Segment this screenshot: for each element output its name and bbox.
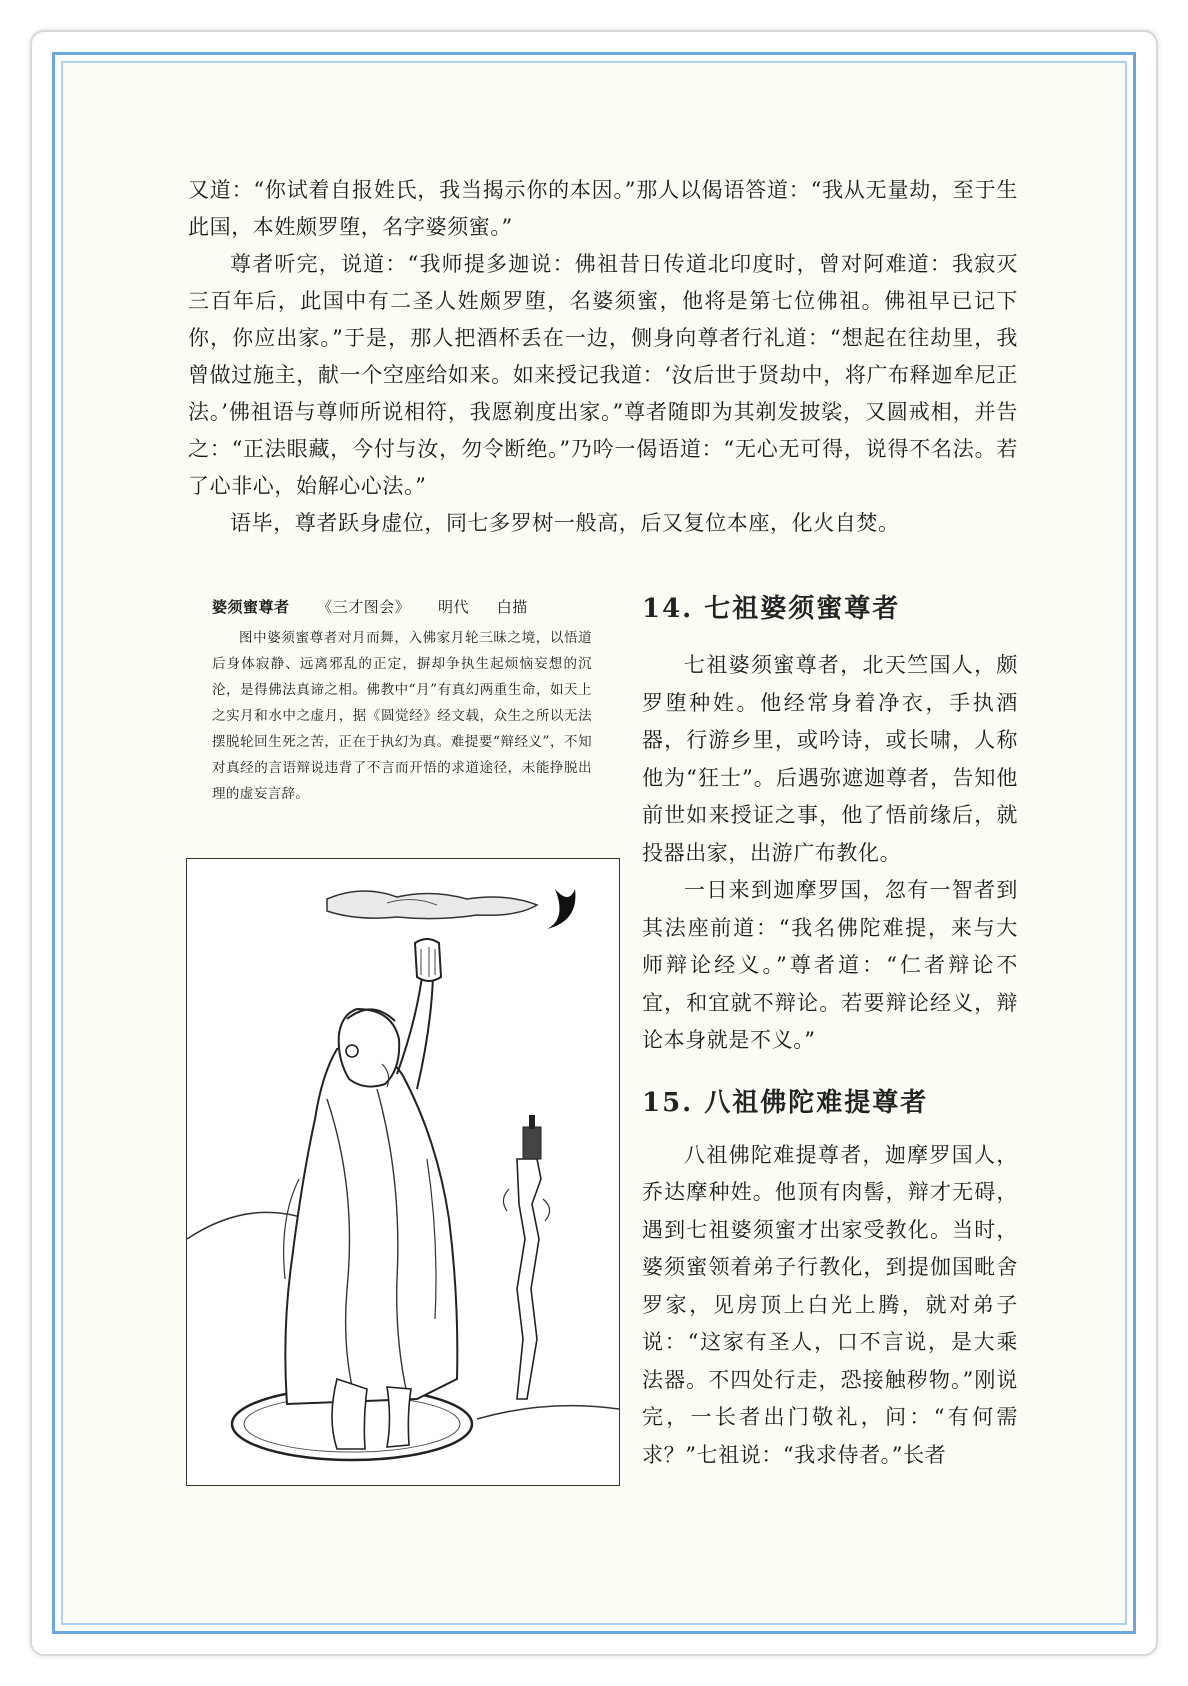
paragraph: 语毕，尊者跃身虚位，同七多罗树一般高，后又复位本座，化火自焚。: [230, 511, 900, 535]
crescent-moon-icon: [547, 889, 575, 929]
caption-dynasty: 明代: [438, 598, 470, 616]
section-15-heading: 15. 八祖佛陀难提尊者: [642, 1087, 929, 1118]
caption-technique: 白描: [496, 598, 528, 616]
paragraph: 八祖佛陀难提尊者，迦摩罗国人，乔达摩种姓。他顶有肉髻，辩才无碍，遇到七祖婆须蜜才出家受教化。当时，婆须蜜领着弟子行教化，到提伽国毗舍罗家，见房顶上白光上腾，就对弟子说：“这家有圣人，口不言说，是大乘法器。不四处行走，恐接触秽物。”刚说完，一长者出门敬礼，问：“有何需求？”七祖说：“我求侍者。”长者: [642, 1142, 1018, 1467]
paragraph: 七祖婆须蜜尊者，北天竺国人，颇罗堕种姓。他经常身着净衣，手执酒器，行游乡里，或吟诗，或长啸，人称他为“狂士”。后遇弥遮迦尊者，告知他前世如来授证之事，他了悟前缘后，就投器出家，出游广布教化。: [642, 653, 1018, 865]
top-text-block: [188, 172, 1018, 542]
caption-text: 图中婆须蜜尊者对月而舞，入佛家月轮三昧之境，以悟道后身体寂静、远离邪乱的正定，摒却争执生起烦恼妄想的沉沦，是得佛法真谛之相。佛教中“月”有真幻两重生命，如天上之实月和水中之虚月，据《圆觉经》经文载，众生之所以无法摆脱轮回生死之苦，正在于执幻为真。难提要“辩经义”，不知对真经的言语辩说违背了不言而开悟的求道途径，未能挣脱出理的虚妄言辞。: [212, 630, 592, 802]
caption-title-line: [212, 596, 592, 617]
caption-source: 《三才图会》: [317, 598, 411, 616]
paragraph: 尊者听完，说道：“我师提多迦说：佛祖昔日传道北印度时，曾对阿难道：我寂灭三百年后，此国中有二圣人姓颇罗堕，名婆须蜜，他将是第七位佛祖。佛祖早已记下你，你应出家。”于是，那人把酒杯丢在一边，侧身向尊者行礼道：“想起在往劫里，我曾做过施主，献一个空座给如来。如来授记我道：‘汝后世于贤劫中，将广布释迦牟尼正法。’佛祖语与尊师所说相符，我愿剃度出家。”尊者随即为其剃发披裟，又圆戒相，并告之：“正法眼藏，今付与汝，勿令断绝。”乃吟一偈语道：“无心无可得，说得不名法。若了心非心，始解心心法。”: [188, 252, 1018, 498]
section-14-heading: 14. 七祖婆须蜜尊者: [642, 594, 901, 624]
ink-illustration: [186, 858, 620, 1486]
figure-caption: [212, 596, 592, 807]
caption-title: 婆须蜜尊者: [212, 598, 290, 616]
paragraph: 又道：“你试着自报姓氏，我当揭示你的本因。”那人以偈语答道：“我从无量劫，至于生此国，本姓颇罗堕，名字婆须蜜。”: [188, 178, 1018, 239]
arhat-drawing: [187, 859, 619, 1485]
paragraph: 一日来到迦摩罗国，忽有一智者到其法座前道：“我名佛陀难提，来与大师辩论经义。”尊者道：“仁者辩论不宜，和宜就不辩论。若要辩论经义，辩论本身就是不义。”: [642, 878, 1018, 1052]
right-column: [642, 588, 1018, 1474]
